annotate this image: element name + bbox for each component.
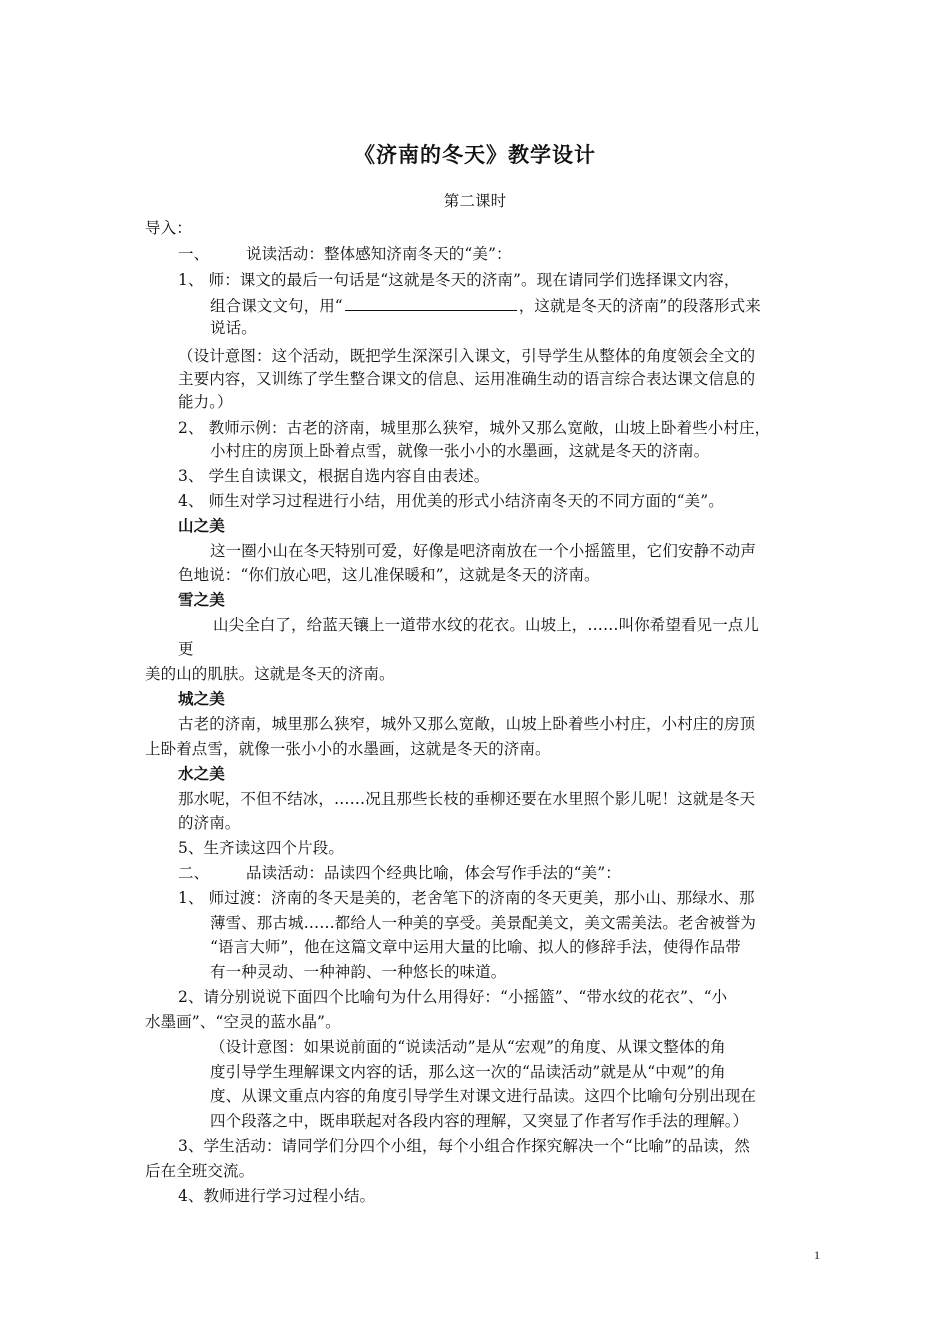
item-2-line-1: 2、 教师示例：古老的济南，城里那么狭窄，城外又那么宽敞，山坡上卧着些小村庄， — [178, 419, 771, 437]
sec2-item-1-line-1: 1、 师过渡：济南的冬天是美的，老舍笔下的济南的冬天更美，那小山、那绿水、那 — [178, 889, 755, 907]
water-heading: 水之美 — [178, 765, 225, 783]
sec2-item-2-line-2: 水墨画”、“空灵的蓝水晶”。 — [145, 1013, 341, 1031]
city-line-2: 上卧着点雪，就像一张小小的水墨画，这就是冬天的济南。 — [145, 740, 551, 758]
item-1-prefix: 组合课文文句，用“ — [210, 297, 343, 315]
design-note-1-line-1: （设计意图：这个活动，既把学生深深引入课文，引导学生从整体的角度领会全文的 — [178, 347, 756, 365]
sec2-item-2-line-1: 2、请分别说说下面四个比喻句为什么用得好：“小摇篮”、“带水纹的花衣”、“小 — [178, 988, 728, 1006]
design-note-2-line-4: 四个段落之中，既串联起对各段内容的理解，又突显了作者写作手法的理解。） — [210, 1112, 749, 1130]
section-2-number: 二、 — [178, 864, 210, 882]
snow-heading: 雪之美 — [178, 591, 225, 609]
section-2-heading: 品读活动：品读四个经典比喻，体会写作手法的“美”： — [246, 864, 621, 882]
item-1-line-3: 说话。 — [210, 319, 257, 337]
snow-line-3: 美的山的肌肤。这就是冬天的济南。 — [145, 665, 395, 683]
item-3: 3、 学生自读课文，根据自选内容自由表述。 — [178, 467, 490, 485]
item-5: 5、生齐读这四个片段。 — [178, 839, 344, 857]
fill-in-blank — [345, 294, 517, 311]
page-number: 1 — [814, 1248, 820, 1262]
document-title: 《济南的冬天》教学设计 — [354, 143, 596, 167]
water-line-1: 那水呢，不但不结冰，……况且那些长枝的垂柳还要在水里照个影儿呢！这就是冬天 — [178, 790, 756, 808]
water-line-2: 的济南。 — [178, 814, 241, 832]
item-1-line-2 — [210, 294, 761, 316]
lesson-subtitle: 第二课时 — [443, 192, 507, 210]
mountain-line-1: 这一圈小山在冬天特别可爱，好像是吧济南放在一个小摇篮里，它们安静不动声 — [210, 542, 757, 560]
sec2-item-3-line-2: 后在全班交流。 — [145, 1162, 255, 1180]
design-note-2-line-3: 度、从课文重点内容的角度引导学生对课文进行品读。这四个比喻句分别出现在 — [210, 1087, 757, 1105]
snow-line-2: 更 — [178, 640, 194, 658]
item-4: 4、 师生对学习过程进行小结，用优美的形式小结济南冬天的不同方面的“美”。 — [178, 492, 724, 510]
mountain-heading: 山之美 — [178, 517, 225, 535]
intro-label: 导入： — [145, 219, 192, 237]
mountain-line-2: 色地说：“你们放心吧，这儿准保暖和”，这就是冬天的济南。 — [178, 566, 600, 584]
item-1-suffix: ，这就是冬天的济南”的段落形式来 — [518, 297, 761, 315]
sec2-item-1-line-3: “语言大师”，他在这篇文章中运用大量的比喻、拟人的修辞手法，使得作品带 — [210, 938, 741, 956]
snow-line-1: 山尖全白了，给蓝天镶上一道带水纹的花衣。山坡上，……叫你希望看见一点儿 — [213, 616, 760, 634]
sec2-item-1-line-2: 薄雪、那古城……都给人一种美的享受。美景配美文，美文需美法。老舍被誉为 — [210, 914, 757, 932]
section-1-heading: 说读活动：整体感知济南冬天的“美”： — [246, 245, 512, 263]
city-line-1: 古老的济南，城里那么狭窄，城外又那么宽敞，山坡上卧着些小村庄，小村庄的房顶 — [178, 715, 756, 733]
sec2-item-4: 4、教师进行学习过程小结。 — [178, 1187, 376, 1205]
section-1-number: 一、 — [178, 245, 210, 263]
sec2-item-3-line-1: 3、学生活动：请同学们分四个小组，每个小组合作探究解决一个“比喻”的品读，然 — [178, 1137, 751, 1155]
design-note-2-line-2: 度引导学生理解课文内容的话，那么这一次的“品读活动”就是从“中观”的角 — [210, 1063, 726, 1081]
item-2-line-2: 小村庄的房顶上卧着点雪，就像一张小小的水墨画，这就是冬天的济南。 — [210, 442, 710, 460]
design-note-1-line-3: 能力。） — [178, 393, 233, 411]
design-note-1-line-2: 主要内容，又训练了学生整合课文的信息、运用准确生动的语言综合表达课文信息的 — [178, 370, 756, 388]
item-1-line-1: 1、 师：课文的最后一句话是“这就是冬天的济南”。现在请同学们选择课文内容， — [178, 271, 740, 289]
sec2-item-1-line-4: 有一种灵动、一种神韵、一种悠长的味道。 — [210, 963, 507, 981]
city-heading: 城之美 — [178, 690, 225, 708]
design-note-2-line-1: （设计意图：如果说前面的“说读活动”是从“宏观”的角度、从课文整体的角 — [210, 1038, 726, 1056]
